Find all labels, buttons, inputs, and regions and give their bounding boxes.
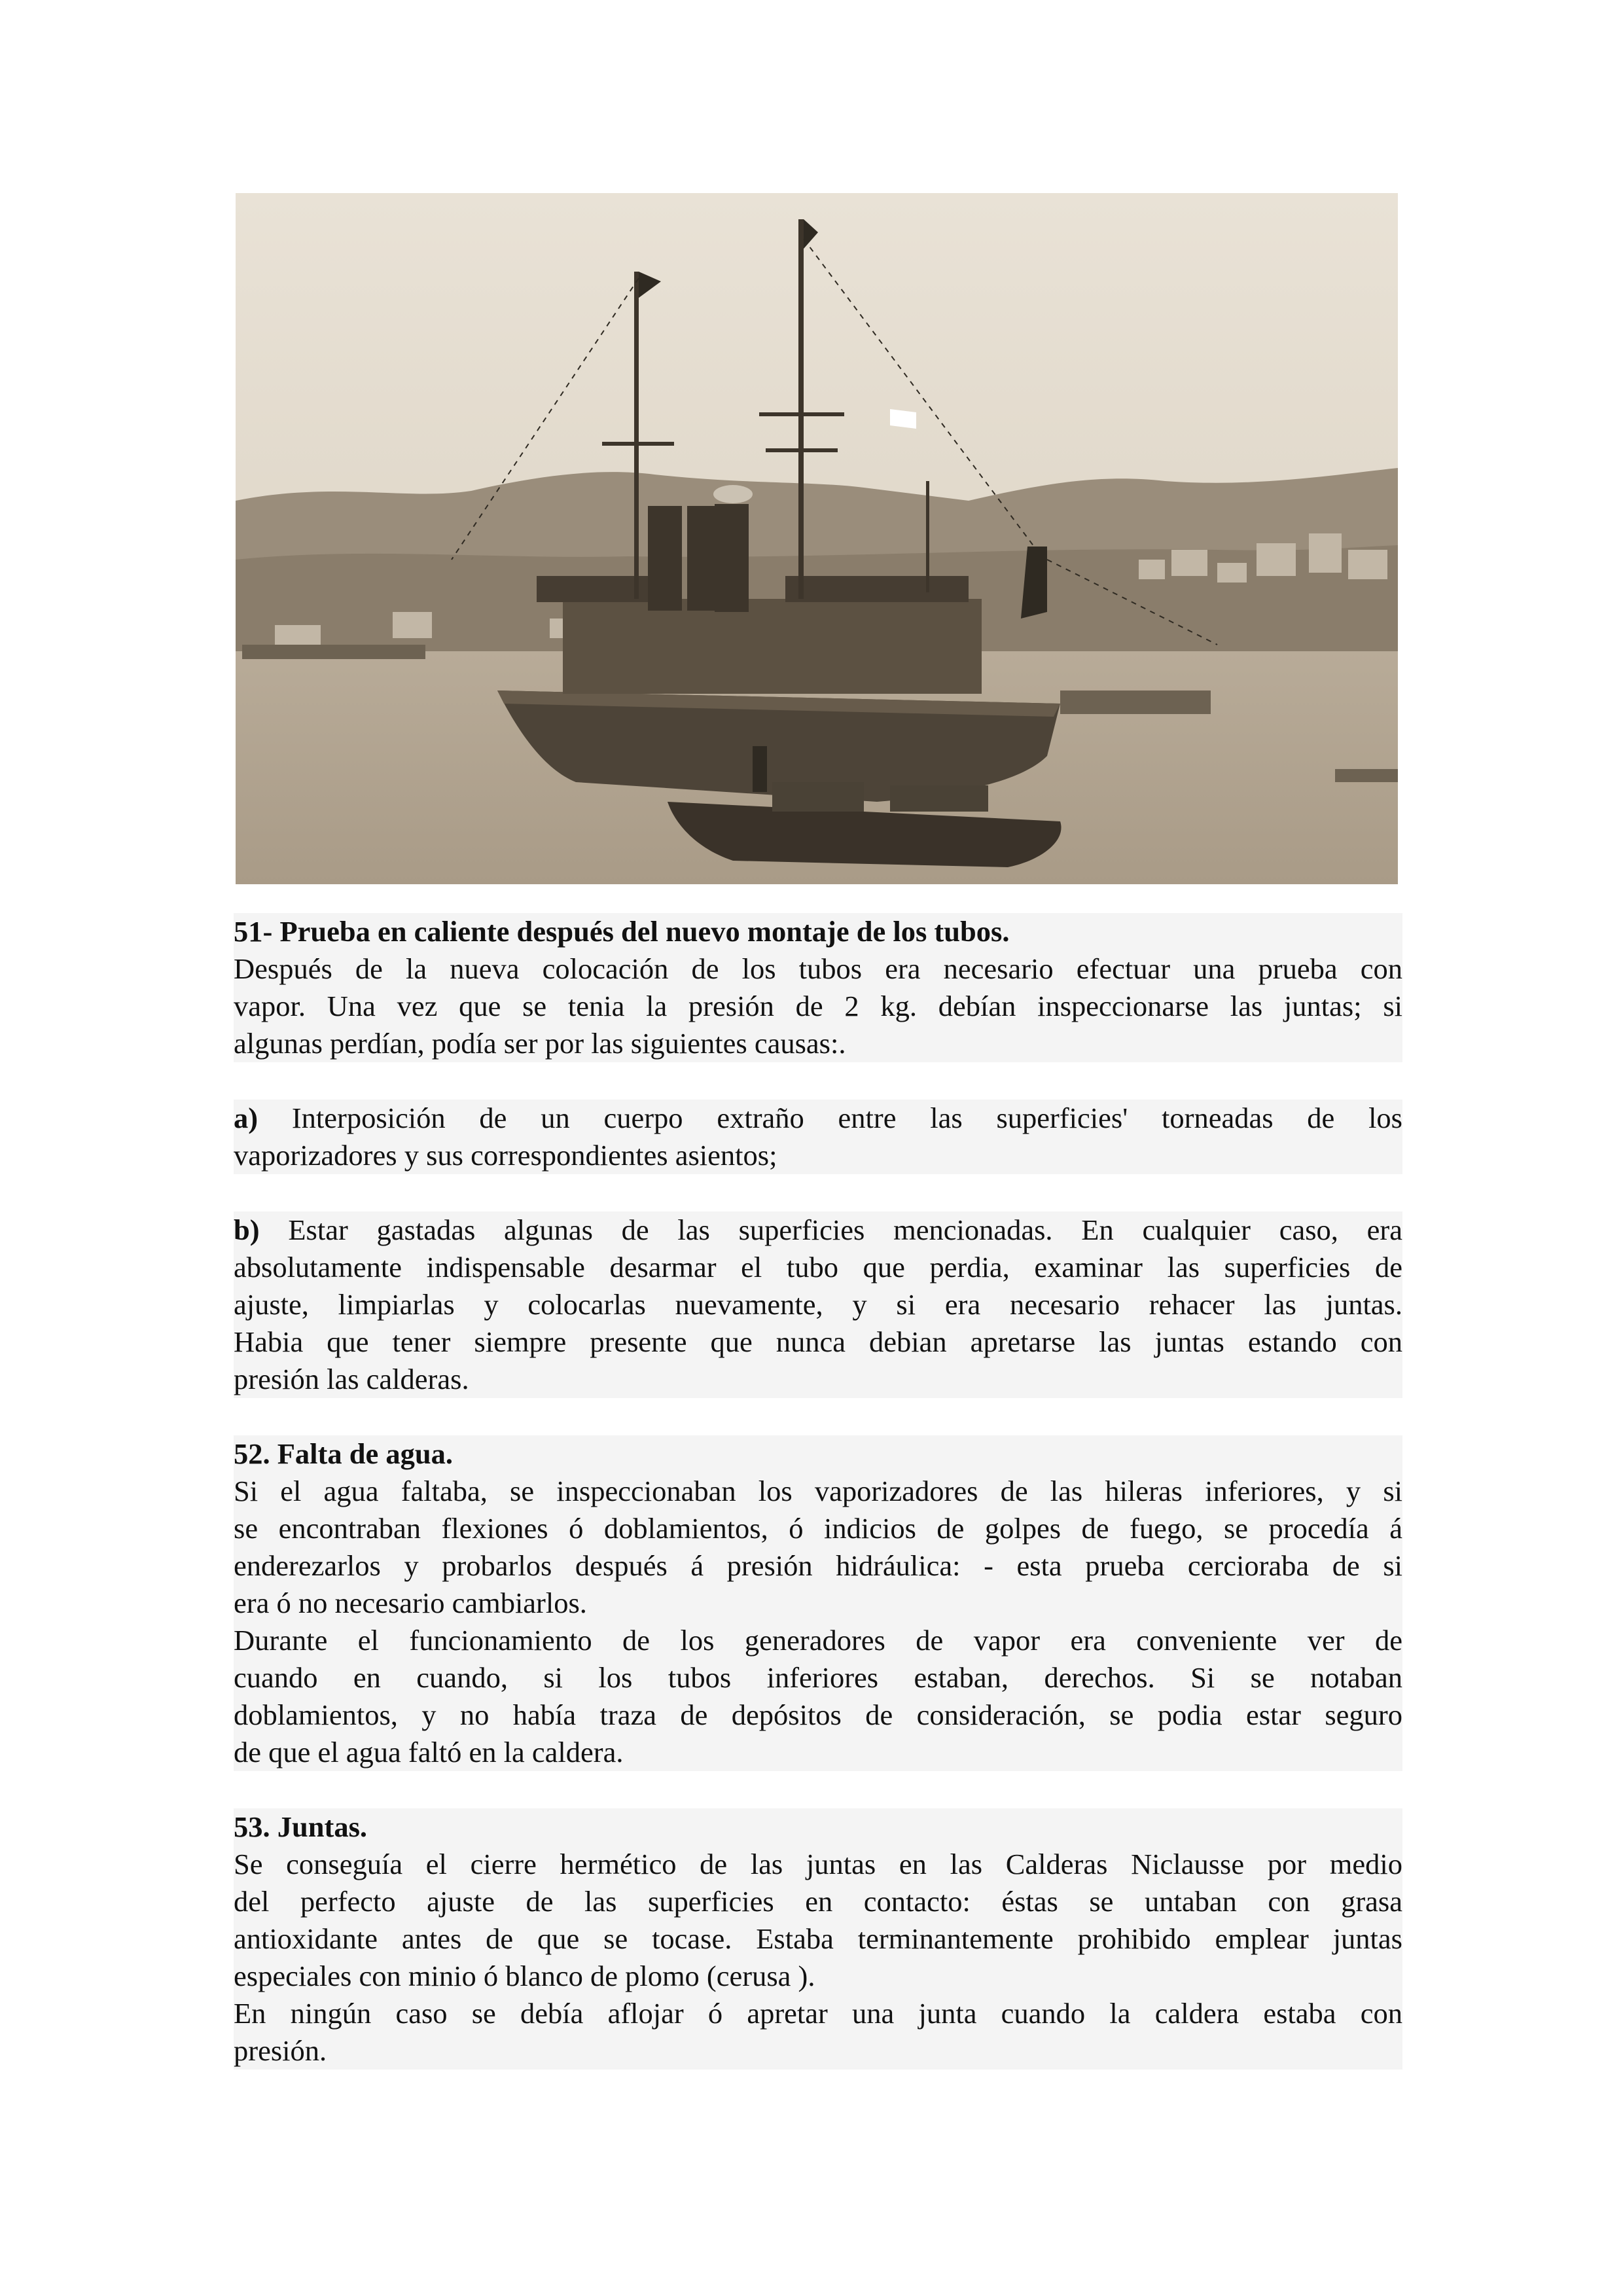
item-b-line: ajuste, limpiarlas y colocarlas nuevamente, y si era necesario rehacer las juntas. [234, 1286, 1402, 1323]
section-52-line: se encontraban flexiones ó doblamientos, ó indicios de golpes de fuego, se procedía á [234, 1510, 1402, 1547]
item-b-line: absolutamente indispensable desarmar el tubo que perdia, examinar las superficies de [234, 1249, 1402, 1286]
item-b-text: Estar gastadas algunas de las superficies mencionadas. En cualquier caso, era [288, 1213, 1402, 1246]
battleship-photo [236, 193, 1398, 884]
section-51-line: algunas perdían, podía ser por las siguientes causas:. [234, 1025, 1402, 1062]
item-a-text: Interposición de un cuerpo extraño entre las superficies' torneadas de los [291, 1102, 1402, 1134]
section-52-line: enderezarlos y probarlos después á presión hidráulica: - esta prueba cercioraba de si [234, 1547, 1402, 1585]
section-53-line: antioxidante antes de que se tocase. Estaba terminantemente prohibido emplear juntas [234, 1920, 1402, 1958]
item-b-line: Habia que tener siempre presente que nunca debian apretarse las juntas estando con [234, 1323, 1402, 1361]
item-a-label: a) [234, 1102, 259, 1134]
section-53-line: especiales con minio ó blanco de plomo (cerusa ). [234, 1958, 1402, 1995]
item-b-label: b) [234, 1213, 260, 1246]
item-a-line [234, 1100, 1402, 1137]
paragraph-gap [234, 1398, 1402, 1435]
section-52-line: era ó no necesario cambiarlos. [234, 1585, 1402, 1622]
paragraph-gap [234, 1771, 1402, 1808]
item-b-line [234, 1211, 1402, 1249]
section-52-line: cuando en cuando, si los tubos inferiores estaban, derechos. Si se notaban [234, 1659, 1402, 1696]
item-a-line: vaporizadores y sus correspondientes asientos; [234, 1137, 1402, 1174]
section-51-heading: 51- Prueba en caliente después del nuevo montaje de los tubos. [234, 913, 1402, 950]
photo-illustration [236, 193, 1398, 884]
section-52-line: Durante el funcionamiento de los generadores de vapor era conveniente ver de [234, 1622, 1402, 1659]
item-b-line: presión las calderas. [234, 1361, 1402, 1398]
section-53-line: presión. [234, 2032, 1402, 2070]
section-52-heading: 52. Falta de agua. [234, 1435, 1402, 1473]
section-52-line: doblamientos, y no había traza de depósitos de consideración, se podia estar seguro [234, 1696, 1402, 1734]
paragraph-gap [234, 1174, 1402, 1211]
document-body [234, 913, 1402, 2070]
section-53-line: del perfecto ajuste de las superficies en contacto: éstas se untaban con grasa [234, 1883, 1402, 1920]
section-53-line: Se conseguía el cierre hermético de las juntas en las Calderas Niclausse por medio [234, 1846, 1402, 1883]
section-53-heading: 53. Juntas. [234, 1808, 1402, 1846]
section-52-line: Si el agua faltaba, se inspeccionaban los vaporizadores de las hileras inferiores, y si [234, 1473, 1402, 1510]
section-51-line: vapor. Una vez que se tenia la presión de 2 kg. debían inspeccionarse las juntas; si [234, 988, 1402, 1025]
section-53-line: En ningún caso se debía aflojar ó apretar una junta cuando la caldera estaba con [234, 1995, 1402, 2032]
section-51-line: Después de la nueva colocación de los tubos era necesario efectuar una prueba con [234, 950, 1402, 988]
paragraph-gap [234, 1062, 1402, 1100]
section-52-line: de que el agua faltó en la caldera. [234, 1734, 1402, 1771]
